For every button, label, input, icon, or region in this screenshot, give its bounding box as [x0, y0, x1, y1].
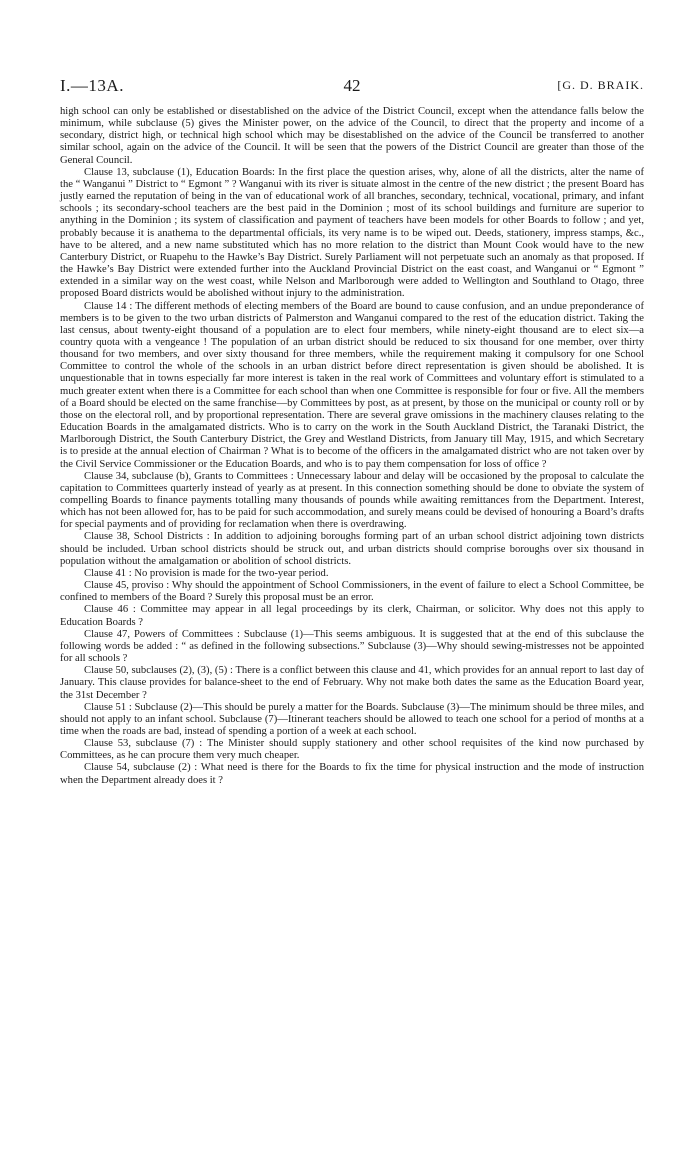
paragraph-clause-46: Clause 46 : Committee may appear in all legal proceedings by its clerk, Chairman, or solicitor. Why does not this apply to Education Boards ? [60, 604, 644, 628]
paragraph-clause-51: Clause 51 : Subclause (2)—This should be purely a matter for the Boards. Subclause (3)—The minimum should be three miles, and should not apply to an infant school. Subclause (7)—Itinerant teachers should be allowed to teach one school for a period of months at a time when the roads are bad, instead of spending a portion of a week at each school. [60, 701, 644, 737]
paragraph-clause-41: Clause 41 : No provision is made for the two-year period. [84, 567, 329, 579]
paragraph-clause-13: Clause 13, subclause (1), Education Boards: In the first place the question arises, why, alone of all the districts, alter the name of the “ Wanganui ” District to “ Egmont ” ? Wanganui with its river is situate almost in the centre of the new district ; the present Board has justly earned the reputation of being in the van of educational work of all branches, secondary, technical, vocational, primary, and infant schools ; its secondary-school teachers are the best paid in the Dominion ; most of its school buildings and furniture are superior to anything in the Dominion ; its system of classification and payment of teachers have been models for other Boards to follow ; and yet, probably because it is anathema to the departmental officials, its very name is to be wiped out. Deeds, stationery, impress stamps, &c., have to be altered, and a new name substituted which has no more relation to the district than Mount Cook would have to the new Canterbury District, or Ruapehu to the Hawke’s Bay District. Surely Parliament will not perpetuate such an anomaly as that proposed. If the Hawke’s Bay District were extended further into the Auckland Provincial District on the east coast, and Wanganui or “ Egmont ” extended in a similar way on the west coast, while Nelson and Marlborough were added to Wellington and Southland to Otago, three proposed Board districts would be abolished without injury to the administration. [60, 166, 644, 300]
paragraph-clause-47: Clause 47, Powers of Committees : Subclause (1)—This seems ambiguous. It is suggested that at the end of this subclause the following words be added : “ as defined in the following subsections.” Subclause (3)—Why should sewing-mistresses not be appointed for all schools ? [60, 628, 644, 665]
witness-name: [G. D. BRAIK. [557, 78, 644, 92]
paragraph-clause-54: Clause 54, subclause (2) : What need is there for the Boards to fix the time for physical instruction and the mode of instruction when the Department already does it ? [60, 762, 644, 786]
page-header [60, 76, 644, 98]
body-text [60, 106, 644, 787]
paragraph-clause-38: Clause 38, School Districts : In addition to adjoining boroughs forming part of an urban school district adjoining town districts should be included. Urban school districts should be struck out, and urban districts should comprise boroughs over six thousand in population without the amalgamation or abolition of school districts. [60, 531, 644, 567]
paragraph-clause-53: Clause 53, subclause (7) : The Minister should supply stationery and other school requisites of the kind now purchased by Committees, as he can procure them very much cheaper. [60, 738, 644, 762]
paragraph-clause-50: Clause 50, subclauses (2), (3), (5) : There is a conflict between this clause and 41, which provides for an annual report to last day of January. This clause provides for balance-sheet to the end of February. Why not make both dates the same as the Education Board year, the 31st December ? [60, 665, 644, 701]
paragraph-clause-45: Clause 45, proviso : Why should the appointment of School Commissioners, in the event of failure to elect a School Committee, be confined to members of the Board ? Surely this proposal must be an error. [60, 580, 644, 604]
paragraph-continuation: high school can only be established or disestablished on the advice of the District Council, except when the attendance falls below the minimum, while subclause (5) gives the Minister power, on the advice of the Council, to direct that the property and income of a secondary, district high, or technical high school which may be disestablished on the advice of the Council be transferred to another similar school, again on the advice of the Council. It will be seen that the powers of the District Council are greater than those of the General Council. [60, 106, 644, 166]
paragraph-clause-34: Clause 34, subclause (b), Grants to Committees : Unnecessary labour and delay will be occasioned by the proposal to calculate the capitation to Committees quarterly instead of yearly as at present. In this connection something should be done to obviate the system of compelling Boards to finance payments totalling many thousands of pounds while awaiting remittances from the Department. Interest, which has not been allowed for, has to be paid for such accommodation, and surely means could be devised of honouring a Board’s drafts for special payments and of providing for reclamation when there is overdrawing. [60, 470, 644, 531]
paper-reference: I.—13A. [60, 76, 124, 95]
paragraph-clause-14: Clause 14 : The different methods of electing members of the Board are bound to cause confusion, and an undue preponderance of members is to be given to the two urban districts of Palmerston and Wanganui compared to the rest of the education district. Taking the last census, about twenty-eight thousand of a population are to elect four members, while ninety-eight thousand are to elect six—a country quota with a vengeance ! The population of an urban district should be reduced to six thousand for one member, over thirty thousand for two members, and over sixty thousand for three members, while the requirement making it compulsory for one School Committee to control the whole of the schools in an urban district before direct representation is given should be abolished. It is unquestionable that in towns especially far more interest is taken in the real work of Committees and voluntary effort is stimulated to a much greater extent when there is a Committee for each school than when one Committee is responsible for four or five. All the members of a Board should be elected on the same franchise—by Committees by post, as at present, by those on the municipal or county roll or by those on the electoral roll, and by proportional representation. There are several grave omissions in the machinery clauses relating to the Education Boards in the amalgamated districts. Who is to carry on the work in the South Auckland District, the Taranaki District, the Marlborough District, the South Canterbury District, the Grey and Westland Districts, from January till May, 1915, and which Secretary is to preside at the annual election of Chairman ? What is to become of the officers in the amalgamated district who are not taken over by the Civil Service Commissioner or the Education Boards, and who is to pay them compensation for loss of office ? [60, 300, 644, 470]
page-number: 42 [343, 76, 361, 95]
